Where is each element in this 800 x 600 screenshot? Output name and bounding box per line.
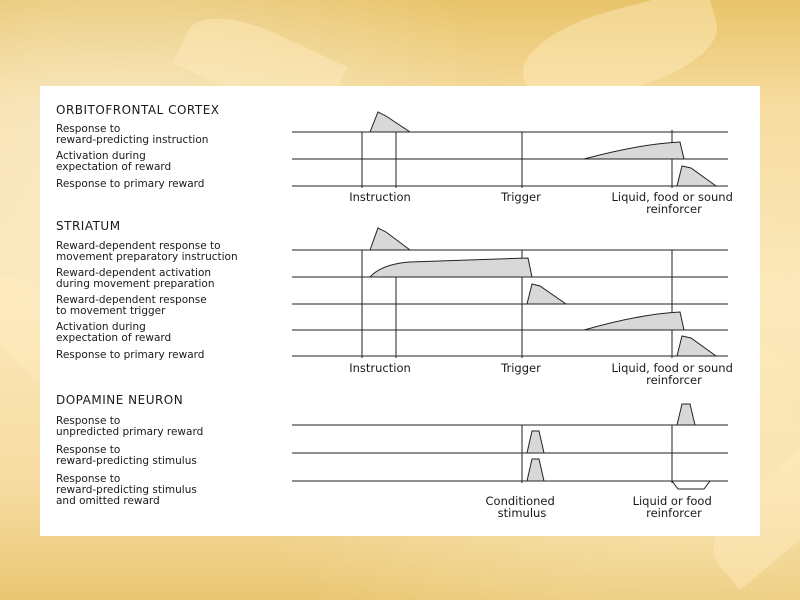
instruction-response-waveform — [370, 112, 410, 132]
primary-reward-waveform — [677, 336, 716, 356]
primary-reward-waveform — [677, 166, 716, 186]
unpredicted-reward-waveform — [677, 404, 695, 425]
row-label: Response to reward-predicting stimulus and omitted reward — [56, 473, 197, 507]
event-label-instruction: Instruction — [349, 361, 411, 375]
row-label: Response to reward-predicting stimulus — [56, 444, 197, 467]
row-label: Response to unpredicted primary reward — [56, 415, 204, 438]
reward-expectation-waveform — [584, 312, 684, 330]
section-title: STRIATUM — [56, 219, 121, 233]
row-label: Activation during expectation of reward — [56, 150, 172, 173]
row-label: Reward-dependent activation during movement preparation — [56, 267, 215, 290]
row-label: Response to primary reward — [56, 349, 205, 361]
section-title: DOPAMINE NEURON — [56, 393, 184, 407]
reward-expectation-waveform — [584, 142, 684, 159]
row-label: Response to reward-predicting instruction — [56, 123, 209, 146]
figure-panel — [40, 86, 760, 536]
section-striatum — [56, 219, 737, 387]
movement-preparation-waveform — [370, 258, 532, 277]
section-title: ORBITOFRONTAL CORTEX — [56, 103, 220, 117]
event-label-reinforcer: Liquid, food or sound reinforcer — [611, 190, 733, 216]
row-label: Response to primary reward — [56, 178, 205, 190]
event-label-reinforcer: Liquid, food or sound reinforcer — [611, 361, 733, 387]
neural-response-diagram — [40, 86, 760, 536]
event-label-reinforcer: Liquid or food reinforcer — [632, 494, 712, 520]
row-label: Reward-dependent response to movement preparatory instruction — [56, 240, 238, 263]
row-label: Reward-dependent response to movement trigger — [56, 294, 207, 317]
row-label: Activation during expectation of reward — [56, 321, 172, 344]
stimulus-response-waveform — [527, 459, 544, 481]
event-label-trigger: Trigger — [501, 190, 541, 204]
omitted-reward-depression-waveform — [672, 481, 710, 489]
movement-trigger-waveform — [527, 284, 566, 304]
section-orbitofrontal-cortex — [56, 103, 737, 216]
event-label-conditioned-stimulus: Conditioned stimulus — [485, 494, 555, 520]
event-label-instruction: Instruction — [349, 190, 411, 204]
preparatory-instruction-waveform — [370, 228, 410, 250]
stimulus-response-waveform — [527, 431, 544, 453]
event-label-trigger: Trigger — [501, 361, 541, 375]
section-dopamine-neuron — [56, 393, 728, 520]
